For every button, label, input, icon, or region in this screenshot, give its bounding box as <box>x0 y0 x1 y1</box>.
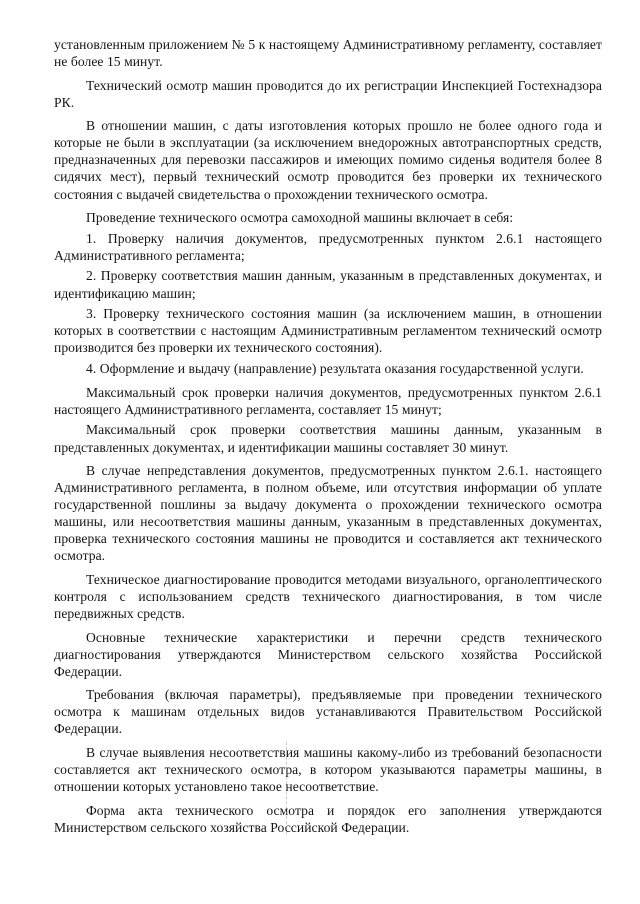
document-page <box>54 36 602 842</box>
scan-artifact-line <box>286 742 288 834</box>
paragraph-8: Техническое диагностирование проводится методами визуального, органолептического контроля с использованием средств технического диагностирования, в том числе передвижных средств. <box>54 571 602 622</box>
paragraph-9: Основные технические характеристики и перечни средств технического диагностирования утверждаются Министерством сельского хозяйства Российской Федерации. <box>54 629 602 679</box>
paragraph-3: В отношении машин, с даты изготовления которых прошло не более одного года и которые не были в эксплуатации (за исключением внедорожных автотранспортных средств, предназначенных для перевозки пассажиров и имеющих помимо сиденья водителя более 8 сидячих мест), первый технический осмотр проводится без проверки их технического состояния с выдачей свидетельства о прохождении технического осмотра. <box>54 118 602 202</box>
paragraph-2: Технический осмотр машин проводится до их регистрации Инспекцией Гостехнадзора РК. <box>54 77 602 110</box>
paragraph-11: В случае выявления несоответствия машины какому-либо из требований безопасности составляется акт технического осмотра, в котором указываются параметры машины, в отношении которых установлено такое несоответствие. <box>54 744 602 795</box>
paragraph-1: установленным приложением № 5 к настоящему Административному регламенту, составляет не более 15 минут. <box>54 37 602 70</box>
paragraph-7: В случае непредставления документов, предусмотренных пунктом 2.6.1. настоящего Административного регламента, в полном объеме, или отсутствия информации об уплате государственной пошлины за выдачу документа о прохождении технического осмотра машины, или несоответствия машины данным, указанным в представленных документах, проверка технического состояния машины не проводится и составляется акт технического осмотра. <box>54 462 602 564</box>
paragraph-12: Форма акта технического осмотра и порядок его заполнения утверждаются Министерством сельского хозяйства Российской Федерации. <box>54 802 602 835</box>
list-item-2: 2. Проверку соответствия машин данным, указанным в представленных документах, и идентификацию машин; <box>54 268 602 301</box>
paragraph-5: Максимальный срок проверки наличия документов, предусмотренных пунктом 2.6.1 настоящего Административного регламента, составляет 15 минут; <box>54 384 602 417</box>
paragraph-6: Максимальный срок проверки соответствия машины данным, указанным в представленных документах, и идентификации машины составляет 30 минут. <box>54 422 602 455</box>
paragraph-10: Требования (включая параметры), предъявляемые при проведении технического осмотра к машинам отдельных видов устанавливаются Правительством Российской Федерации. <box>54 687 602 737</box>
list-item-3: 3. Проверку технического состояния машин (за исключением машин, в отношении которых в соответствии с настоящим Административным регламентом технический осмотр производится без проверки их технического состояния). <box>54 306 602 356</box>
list-item-4: 4. Оформление и выдачу (направление) результата оказания государственной услуги. <box>86 361 584 377</box>
paragraph-4: Проведение технического осмотра самоходной машины включает в себя: <box>86 210 514 226</box>
list-item-1: 1. Проверку наличия документов, предусмотренных пунктом 2.6.1 настоящего Административного регламента; <box>54 230 602 263</box>
